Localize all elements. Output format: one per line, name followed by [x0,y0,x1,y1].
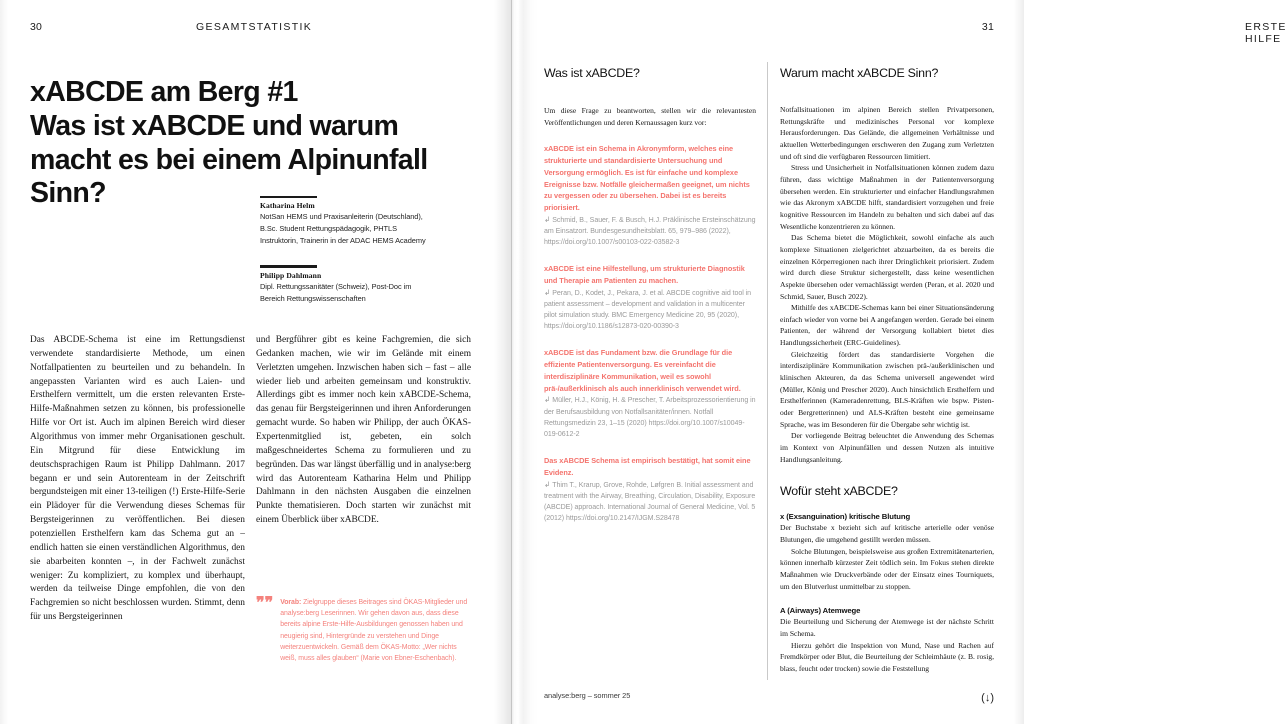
quote-mark-icon: ❞❞ [256,595,274,612]
paragraph: Notfallsituationen im alpinen Bereich stellen Privatpersonen, Rettungskräfte und medizinisches Personal vor komplexe Herausforderungen. Das Gelände, die allgemeinen Verhältnisse und aktuellen Wetterbedingungen erschweren den Zugang zum Verletzten und oft sind die verfügbaren Ressourcen limitiert. [780,105,994,161]
pull-quote-text [280,597,471,664]
pull-quote-lead: Vorab: [280,599,302,606]
continuation-arrow-icon: (↓) [981,692,994,704]
headline-line-2: Was ist xABCDE und warum macht es bei einem Alpinunfall Sinn? [30,109,428,210]
paragraph: Die Beurteilung und Sicherung der Atemwege ist der nächste Schritt im Schema. [780,617,994,638]
reference-block [544,347,756,440]
running-head-left: GESAMTSTATISTIK [196,21,313,33]
reference-arrow-icon: ↲ [544,214,553,224]
bio-rule [260,196,317,198]
folio-right: 31 [981,21,994,33]
author-name: Katharina Helm [260,201,315,211]
reference-citation-text: Schmid, B., Sauer, F. & Busch, H.J. Präklinische Ersteinschätzung am Einsatzort. Bundesgesundheitsblatt. 65, 979–986 (2022), https://doi.org/10.1007/s00103-022-03582-3 [544,216,756,247]
reference-block [544,263,756,332]
footer-issue-label: analyse:berg – sommer 25 [544,691,631,700]
column-warum-macht-sinn [780,66,994,675]
reference-citation-text: Thim T., Krarup, Grove, Rohde, Løfgren B. Initial assessment and treatment with the Airway, Breathing, Circulation, Disability, Exposure (ABCDE) approach. International Journal of General Medicine, Vol. 5 (2012) https://doi.org/10.2147/IJGM.S28478 [544,481,756,523]
pull-quote-body: Zielgruppe dieses Beitrages sind ÖKAS-Mitglieder und analyse:berg Leserinnen. Wir gehen davon aus, dass diese bereits alpine Erste-Hilfe-Ausbildungen genossen haben und neugierig sind, Hintergründe zu verstehen und Dinge weiterzuentwickeln. Gemäß dem ÖKAS-Motto: „Wer nichts weiß, muss alles glauben“ (Marie von Ebner-Eschenbach). [280,599,468,662]
reference-claim: Das xABCDE Schema ist empirisch bestätigt, hat somit eine Evidenz. [544,456,751,477]
running-head-right: ERSTE HILFE [1245,21,1287,45]
paragraph: Der Buchstabe x bezieht sich auf kritische arterielle oder venöse Blutungen, die umgehend gestillt werden müssen. [780,523,994,544]
reference-citation [544,394,756,440]
reference-arrow-icon: ↲ [544,287,553,297]
section-heading-wofuer: Wofür steht xABCDE? [780,484,898,499]
reference-arrow-icon: ↲ [544,395,553,405]
body-column-two: und Bergführer gibt es keine Fachgremien, die sich Gedanken machen, wie wir im Gelände mit einem Verletzten umgehen. Inzwischen haben sich – fast – alle wieder lieb und arbeiten gemeinsam und konstruktiv. Allerdings gibt es immer noch kein xABCDE-Schema, das genau für Bergsteigerinnen und ihren Anforderungen gemacht wurde. So haben wir Philipp, der auch ÖKAS-Expertenmitglied ist, gebeten, ein solch maßgeschneidertes Schema zu formulieren und zu begründen. Das war längst überfällig und in analyse:berg wird das Autorenteam Katharina Helm und Philipp Dahlmann in den nächsten Ausgaben die einzelnen Punkte thematisieren. Doch starten wir zunächst mit einem Überblick über xABCDE. [256,335,471,526]
item-heading-a: A (Airways) Atemwege [780,606,861,616]
reference-citation-text: Müller, H.J., König, H. & Prescher, T. Arbeitsprozessorientierung in der Berufsausbildung von Notfallsanitäter/innen. Notfall Rettungsmedizin 23, 1–15 (2020) https://doi.org/10.1007/s10049-019-0612-2 [544,397,756,438]
reference-citation-text: Peran, D., Kodet, J., Pekara, J. et al. ABCDE cognitive aid tool in patient assessment – development and validation in a multicenter pilot simulation study. BMC Emergency Medicine 20, 95 (2020), https://doi.org/10.1186/s12873-020-00390-3 [544,289,752,331]
column-was-ist-xabcde [544,66,756,524]
paragraph: Das Schema bietet die Möglichkeit, sowohl einfache als auch komplexe Situationen zielgerichtet abzuarbeiten, da es bereits die einzelnen Körperregionen nach ihrer Dringlichkeit priorisiert. Zudem wird durch diese Struktur sichergestellt, dass keine wesentlichen Aspekte übersehen oder vernachlässigt werden (Peran, et al. 2020 und Schmid, Sauer, Busch 2022). [780,233,994,301]
reference-citation [544,214,756,248]
reference-claim: xABCDE ist das Fundament bzw. die Grundlage für die effiziente Patientenversorgung. Es vereinfacht die interdisziplinäre Kommunikation, weil es sowohl prä-/außerklinisch als auch innerklinisch verwendet wird. [544,348,741,393]
section-heading-was-ist: Was ist xABCDE? [544,66,640,80]
author-bio [260,265,436,304]
warum-body [780,104,994,465]
paragraph: Hierzu gehört die Inspektion von Mund, Nase und Rachen auf Fremdkörper oder Blut, die Beurteilung der Schleimhäute (z. B. rosig, blass, feucht oder trocken) sowie die Feststellung [780,640,994,673]
left-page [0,0,512,724]
reference-block [544,143,756,248]
pull-quote [256,597,471,664]
paragraph: Solche Blutungen, beispielsweise aus großen Extremitätenarterien, können innerhalb kürzester Zeit tödlich sein. Im Fokus stehen direkte Maßnahmen wie Druckverbände oder der Einsatz eines Tourniquets, um den Blutverlust unmittelbar zu stoppen. [780,546,994,591]
page-title [30,76,485,211]
page-fold-line [511,0,512,724]
right-page-edge-shadow [1014,0,1024,724]
section-heading-warum: Warum macht xABCDE Sinn? [780,66,939,80]
reference-citation [544,287,756,333]
paragraph: Stress und Unsicherheit in Notfallsituationen können zudem dazu führen, dass wichtige Maßnahmen in der Patientenversorgung übersehen werden. Ein strukturierter und einfacher Handlungsrahmen wie das Akronym xABCDE hilft, standardisiert vorzugehen und freie kognitive Ressourcen im Handeln zu behalten und sich dabei auf das Wesentliche konzentrieren zu können. [780,163,994,231]
reference-claim: xABCDE ist ein Schema in Akronymform, welches eine strukturierte und standardisierte Untersuchung und Versorgung ermöglich. Es ist für einfache und komplexe Ereignisse bzw. Notfälle gleichermaßen geeignet, um nichts zu vergessen oder zu übersehen. Dabei ist es bereits priorisiert. [544,144,750,213]
item-heading-x: x (Exsanguination) kritische Blutung [780,512,911,522]
reference-block [544,455,756,524]
reference-claim: xABCDE ist eine Hilfestellung, um strukturierte Diagnostik und Therapie am Patienten zu machen. [544,264,745,286]
body-column-one: Das ABCDE-Schema ist eine im Rettungsdienst verwendete standardisierte Methode, um einen Notfallpatienten zu beurteilen und zu behandeln. In angepassten Varianten wird es auch Laien- und Ersthelfern vermittelt, um die ersten relevanten Erste-Hilfe-Maßnahmen setzen zu können, bis professionelle Hilfe vor Ort ist. Auch im alpinen Bereich wird dieser Algorithmus von immer mehr Organisationen geschult. Ein Mitgrund für diese Entwicklung im deutschsprachigen Raum ist Philipp Dahlmann. 2017 begann er und sein Autorenteam in der Zeitschrift bergundsteigen mit einer 13-teiligen (!) Erste-Hilfe-Serie ein Plädoyer für die Verwendung dieses Schemas für Bergsteigerinnen zu veröffentlichen. Bei diesen potenziellen Ersthelfern kam das Schema gut an – endlich hatten sie einen verständlichen Algorithmus, den sie abarbeiten konnten –, in der Fachwelt zunächst weniger: Zu kompliziert, zu komplex und überhaupt, werden da teilweise Dinge empfohlen, die von den Fachgremien so nicht beschlossen wurden. Stimmt, denn für uns Bergsteigerinnen [30,335,245,623]
bio-rule [260,265,317,267]
folio-left: 30 [30,21,43,33]
paragraph: Gleichzeitig fördert das standardisierte Vorgehen die interdisziplinäre Kommunikation zwischen prä-/außerklinischen und klinischen Akteuren, da das Schema universell angewendet wird (Müller, König und Prescher 2020). Auch hinsichtlich Ersthelfern und Ersthelferinnen (Kameradenrettung, BLS-Kräften wie bspw. Pisten- oder Bergretterinnen) und ALS-Kräften besteht eine gemeinsame Sprache, was im Besonderen für die Übergabe sehr wichtig ist. [780,349,994,429]
author-name: Philipp Dahlmann [260,270,322,280]
paragraph: Der vorliegende Beitrag beleuchtet die Anwendung des Schemas im Kontext von Alpinunfällen und dessen Nutzen als intuitive Handlungsanleitung. [780,431,994,464]
left-page-edge-shadow [0,0,8,724]
reference-citation [544,479,756,525]
column-divider [767,62,768,680]
author-bios [260,196,436,317]
paragraph: Mithilfe des xABCDE-Schemas kann bei einer Situationsänderung einfach wieder von vorne bei A angefangen werden. Gerade bei einem Patienten, der während der Versorgung kollabiert bietet dies Handlungssicherheit (ERC-Guidelines). [780,303,994,348]
headline-line-1: xABCDE am Berg #1 [30,76,298,109]
author-bio [260,196,436,247]
author-description: Dipl. Rettungssanitäter (Schweiz), Post-Doc im Bereich Rettungswissenschaften [260,281,412,303]
item-body-a [780,616,994,674]
item-body-x [780,522,994,592]
intro-paragraph: Um diese Frage zu beantworten, stellen wir die relevantesten Veröffentlichungen und deren Kernaussagen kurz vor: [544,106,756,127]
author-description: NotSan HEMS und Praxisanleiterin (Deutschland), B.Sc. Student Rettungspädagogik, PHTLS Instruktorin, Trainerin in der ADAC HEMS Academy [260,212,426,246]
reference-arrow-icon: ↲ [544,479,553,489]
